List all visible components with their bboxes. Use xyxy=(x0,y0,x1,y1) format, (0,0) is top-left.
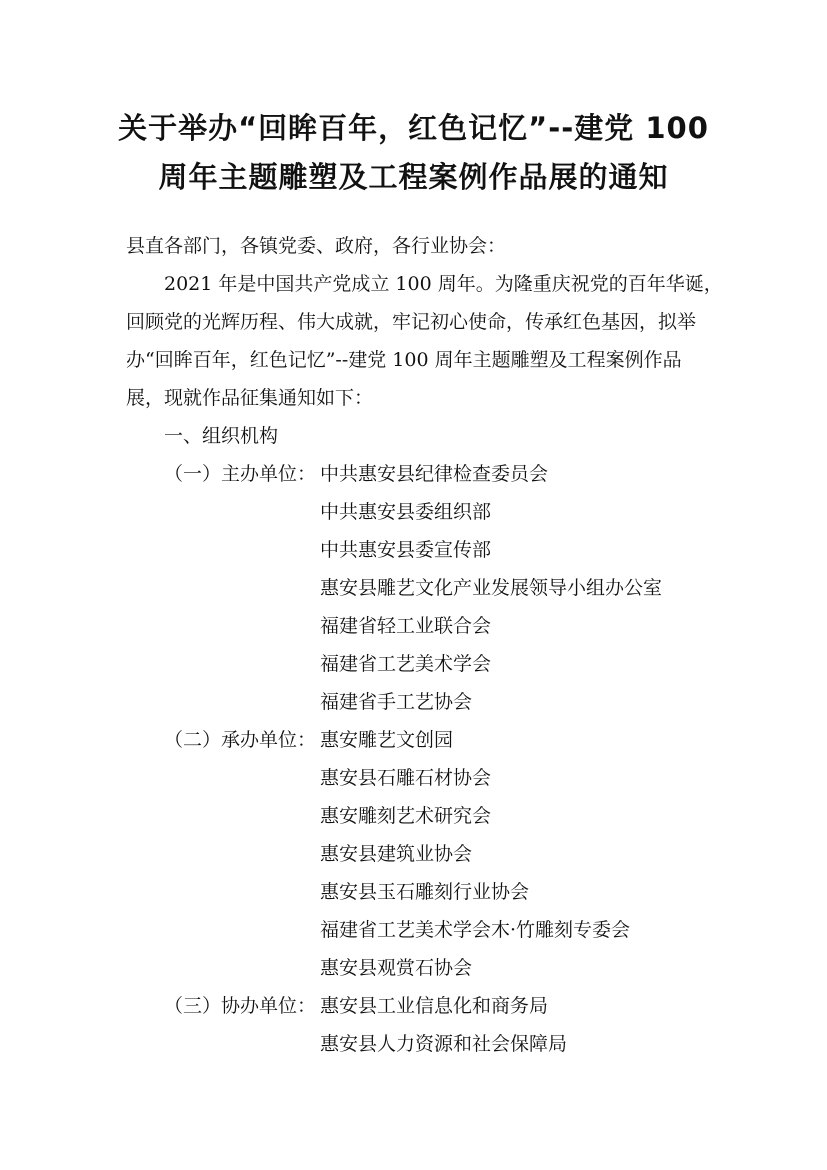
co-organizer-label: （三）协办单位： xyxy=(164,995,317,1017)
document-title-line-2: 周年主题雕塑及工程案例作品展的通知 xyxy=(158,160,669,194)
host-item: 惠安雕刻艺术研究会 xyxy=(320,805,492,827)
co-organizer-item: 惠安县人力资源和社会保障局 xyxy=(320,1033,568,1055)
host-item: 惠安县玉石雕刻行业协会 xyxy=(320,881,530,903)
host-item: 惠安雕艺文创园 xyxy=(320,729,454,751)
organizer-item: 中共惠安县纪律检查委员会 xyxy=(320,463,549,485)
intro-line-1: 2021 年是中国共产党成立 100 周年。为隆重庆祝党的百年华诞， xyxy=(164,273,723,295)
organizer-item: 福建省轻工业联合会 xyxy=(320,615,492,637)
organizer-item: 中共惠安县委组织部 xyxy=(320,501,492,523)
host-item: 惠安县建筑业协会 xyxy=(320,843,473,865)
salutation: 县直各部门，各镇党委、政府，各行业协会： xyxy=(126,235,507,257)
organizer-item: 中共惠安县委宣传部 xyxy=(320,539,492,561)
section-heading: 一、组织机构 xyxy=(164,425,279,447)
organizer-item: 福建省手工艺协会 xyxy=(320,691,473,713)
intro-line-4: 展，现就作品征集通知如下： xyxy=(126,387,374,409)
intro-line-3: 办“回眸百年，红色记忆”--建党 100 周年主题雕塑及工程案例作品 xyxy=(126,349,682,371)
co-organizer-item: 惠安县工业信息化和商务局 xyxy=(320,995,549,1017)
host-item: 惠安县观赏石协会 xyxy=(320,957,473,979)
organizer-item: 福建省工艺美术学会 xyxy=(320,653,492,675)
host-label: （二）承办单位： xyxy=(164,729,317,751)
host-item: 福建省工艺美术学会木·竹雕刻专委会 xyxy=(320,919,631,941)
document-title-line-1: 关于举办“回眸百年，红色记忆”--建党 100 xyxy=(118,111,709,145)
organizer-item: 惠安县雕艺文化产业发展领导小组办公室 xyxy=(320,577,663,599)
host-item: 惠安县石雕石材协会 xyxy=(320,767,492,789)
intro-line-2: 回顾党的光辉历程、伟大成就，牢记初心使命，传承红色基因，拟举 xyxy=(126,311,697,333)
organizer-label: （一）主办单位： xyxy=(164,463,317,485)
